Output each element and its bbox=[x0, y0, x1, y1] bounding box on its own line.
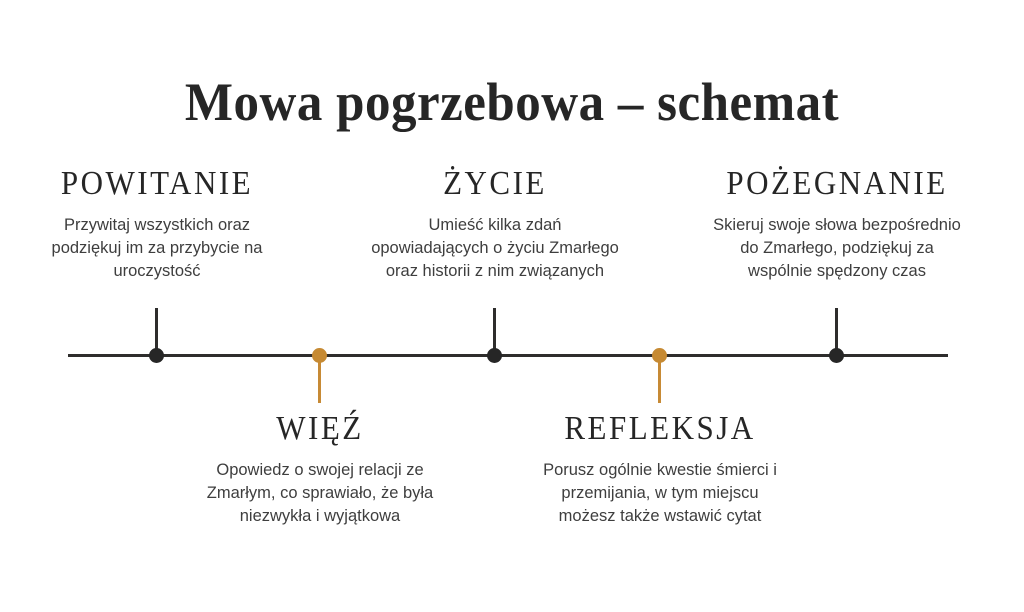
entry-description-refleksja: Porusz ogólnie kwestie śmierci i przemijania, w tym miejscu możesz także wstawić cytat bbox=[543, 461, 777, 525]
connector-stem-wiez bbox=[318, 357, 321, 403]
entry-heading-zycie: ŻYCIE bbox=[443, 163, 547, 202]
timeline-dot-wiez bbox=[312, 348, 327, 363]
timeline-dot-pozegnanie bbox=[829, 348, 844, 363]
entry-description-zycie: Umieść kilka zdań opowiadających o życiu Zmarłego oraz historii z nim związanych bbox=[371, 216, 619, 280]
entry-heading-wiez: WIĘŹ bbox=[276, 408, 364, 447]
page-title: Mowa pogrzebowa – schemat bbox=[184, 73, 840, 133]
timeline-dot-powitanie bbox=[149, 348, 164, 363]
timeline-axis bbox=[68, 354, 948, 357]
timeline-dot-refleksja bbox=[652, 348, 667, 363]
connector-stem-refleksja bbox=[658, 357, 661, 403]
timeline-entry-zycie bbox=[370, 165, 620, 282]
timeline-entry-wiez bbox=[195, 410, 445, 527]
entry-heading-refleksja: REFLEKSJA bbox=[564, 408, 756, 447]
timeline-dot-zycie bbox=[487, 348, 502, 363]
entry-heading-powitanie: POWITANIE bbox=[60, 163, 254, 202]
entry-heading-pozegnanie: POŻEGNANIE bbox=[726, 163, 948, 202]
entry-description-wiez: Opowiedz o swojej relacji ze Zmarłym, co sprawiało, że była niezwykła i wyjątkowa bbox=[206, 461, 434, 525]
timeline-entry-powitanie bbox=[32, 165, 282, 282]
timeline-entry-refleksja bbox=[535, 410, 785, 527]
entry-description-powitanie: Przywitaj wszystkich oraz podziękuj im za przybycie na uroczystość bbox=[51, 216, 263, 280]
timeline-entry-pozegnanie bbox=[712, 165, 962, 282]
entry-description-pozegnanie: Skieruj swoje słowa bezpośrednio do Zmarłego, podziękuj za wspólnie spędzony czas bbox=[713, 216, 961, 280]
